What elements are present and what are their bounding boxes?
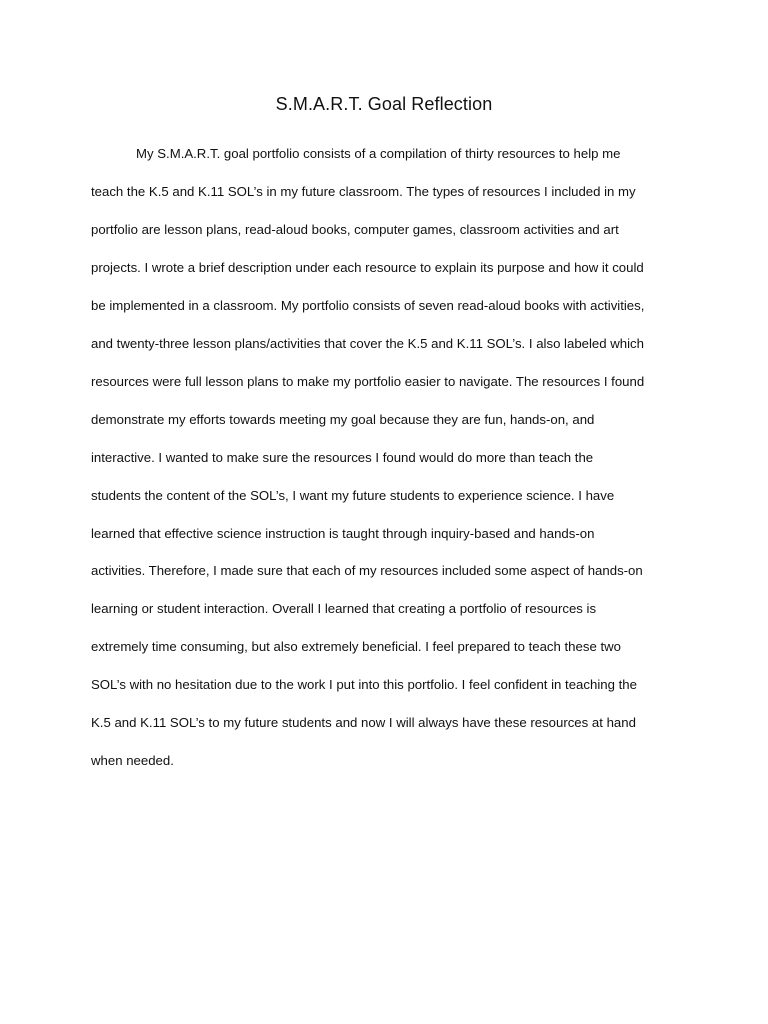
- paragraph-line: and twenty-three lesson plans/activities that cover the K.5 and K.11 SOL’s. I also labeled which: [91, 336, 644, 351]
- paragraph-line: learned that effective science instruction is taught through inquiry-based and hands-on: [91, 526, 595, 541]
- paragraph-line: students the content of the SOL’s, I want my future students to experience science. I have: [91, 488, 615, 503]
- paragraph-line: teach the K.5 and K.11 SOL’s in my future classroom. The types of resources I included in my: [91, 184, 636, 199]
- paragraph-line: learning or student interaction. Overall I learned that creating a portfolio of resources is: [91, 601, 597, 616]
- paragraph-line: SOL’s with no hesitation due to the work I put into this portfolio. I feel confident in teaching the: [91, 677, 637, 692]
- paragraph-line: K.5 and K.11 SOL’s to my future students and now I will always have these resources at hand: [91, 715, 636, 730]
- paragraph-line: portfolio are lesson plans, read-aloud books, computer games, classroom activities and art: [91, 222, 619, 237]
- document-title: S.M.A.R.T. Goal Reflection: [275, 94, 493, 114]
- paragraph-line: resources were full lesson plans to make my portfolio easier to navigate. The resources I found: [91, 374, 645, 389]
- paragraph-line: demonstrate my efforts towards meeting my goal because they are fun, hands-on, and: [91, 412, 595, 427]
- paragraph-line: projects. I wrote a brief description under each resource to explain its purpose and how it could: [91, 260, 644, 275]
- paragraph-line: My S.M.A.R.T. goal portfolio consists of a compilation of thirty resources to help me: [136, 146, 621, 161]
- paragraph-line: extremely time consuming, but also extremely beneficial. I feel prepared to teach these two: [91, 639, 621, 654]
- paragraph-line: activities. Therefore, I made sure that each of my resources included some aspect of hands-on: [91, 563, 643, 578]
- paragraph-line: when needed.: [91, 753, 174, 768]
- paragraph-line: be implemented in a classroom. My portfolio consists of seven read-aloud books with activities,: [91, 298, 645, 313]
- paragraph-line: interactive. I wanted to make sure the resources I found would do more than teach the: [91, 450, 594, 465]
